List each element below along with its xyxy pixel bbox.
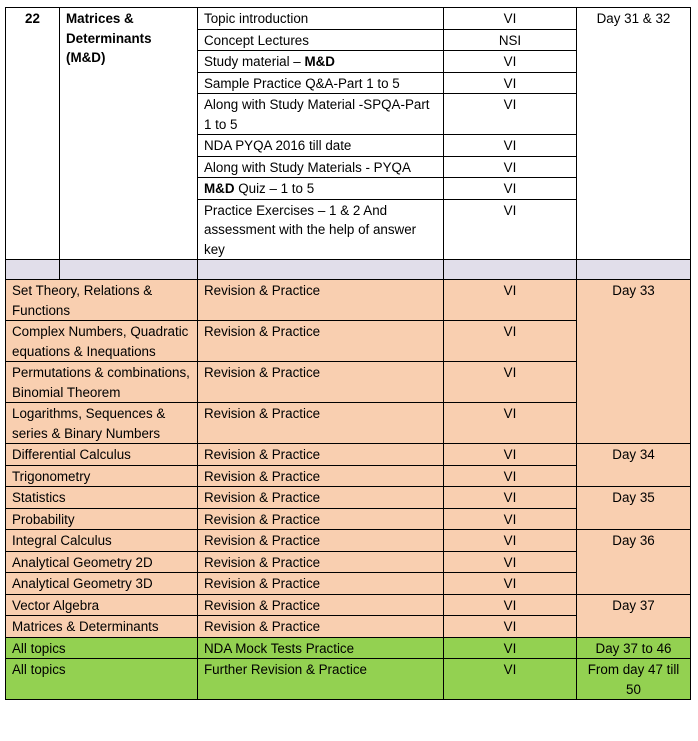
day-cell: Day 35 — [577, 487, 691, 530]
separator-row — [6, 260, 691, 280]
day-cell: Day 34 — [577, 444, 691, 487]
mode-cell: VI — [444, 280, 577, 321]
mode-cell: VI — [444, 659, 577, 700]
mode-cell: VI — [444, 573, 577, 595]
activity-cell — [198, 51, 444, 73]
mode-cell: VI — [444, 508, 577, 530]
activity-cell: Revision & Practice — [198, 321, 444, 362]
activity-cell: Topic introduction — [198, 8, 444, 30]
table-row — [6, 659, 691, 700]
activity-cell: NDA PYQA 2016 till date — [198, 135, 444, 157]
activity-cell: Revision & Practice — [198, 280, 444, 321]
topic-cell: Statistics — [6, 487, 198, 509]
table-row — [6, 530, 691, 552]
mode-cell: VI — [444, 637, 577, 659]
activity-cell: Revision & Practice — [198, 530, 444, 552]
topic-cell: Integral Calculus — [6, 530, 198, 552]
activity-cell: Revision & Practice — [198, 403, 444, 444]
mode-cell: VI — [444, 594, 577, 616]
mode-cell: NSI — [444, 29, 577, 51]
topic-cell: Differential Calculus — [6, 444, 198, 466]
topic-cell: All topics — [6, 659, 198, 700]
mode-cell: VI — [444, 8, 577, 30]
mode-cell: VI — [444, 403, 577, 444]
module-number: 22 — [6, 8, 60, 260]
mode-cell: VI — [444, 487, 577, 509]
activity-cell: Further Revision & Practice — [198, 659, 444, 700]
day-cell: Day 31 & 32 — [577, 8, 691, 260]
mode-cell: VI — [444, 94, 577, 135]
mode-cell: VI — [444, 199, 577, 260]
day-cell: Day 37 — [577, 594, 691, 637]
topic-cell: Vector Algebra — [6, 594, 198, 616]
topic-cell: All topics — [6, 637, 198, 659]
activity-text: Study material – — [204, 54, 305, 69]
activity-cell: Sample Practice Q&A-Part 1 to 5 — [198, 72, 444, 94]
topic-cell: Complex Numbers, Quadratic equations & Inequations — [6, 321, 198, 362]
activity-cell — [198, 178, 444, 200]
mode-cell: VI — [444, 135, 577, 157]
activity-cell: Revision & Practice — [198, 487, 444, 509]
activity-cell: Revision & Practice — [198, 465, 444, 487]
topic-cell: Analytical Geometry 2D — [6, 551, 198, 573]
table-row — [6, 637, 691, 659]
activity-cell: Revision & Practice — [198, 508, 444, 530]
activity-bold-text: M&D — [304, 54, 335, 69]
topic-cell: Logarithms, Sequences & series & Binary Numbers — [6, 403, 198, 444]
module-title: Matrices & Determinants (M&D) — [60, 8, 198, 260]
table-row — [6, 594, 691, 616]
table-row — [6, 444, 691, 466]
topic-cell: Probability — [6, 508, 198, 530]
mode-cell: VI — [444, 444, 577, 466]
topic-cell: Permutations & combinations, Binomial Theorem — [6, 362, 198, 403]
mode-cell: VI — [444, 51, 577, 73]
activity-cell: Concept Lectures — [198, 29, 444, 51]
activity-text: Quiz – 1 to 5 — [234, 181, 315, 196]
activity-cell: Revision & Practice — [198, 362, 444, 403]
topic-cell: Set Theory, Relations & Functions — [6, 280, 198, 321]
mode-cell: VI — [444, 178, 577, 200]
table-row — [6, 487, 691, 509]
day-cell: Day 37 to 46 — [577, 637, 691, 659]
activity-cell: Along with Study Material -SPQA-Part 1 to 5 — [198, 94, 444, 135]
table-row — [6, 8, 691, 30]
topic-cell: Matrices & Determinants — [6, 616, 198, 638]
activity-bold-text: M&D — [204, 181, 235, 196]
activity-cell: Revision & Practice — [198, 573, 444, 595]
mode-cell: VI — [444, 156, 577, 178]
schedule-table — [5, 7, 691, 700]
table-row — [6, 280, 691, 321]
mode-cell: VI — [444, 362, 577, 403]
activity-cell: Practice Exercises – 1 & 2 And assessment with the help of answer key — [198, 199, 444, 260]
mode-cell: VI — [444, 321, 577, 362]
day-cell: From day 47 till 50 — [577, 659, 691, 700]
activity-cell: Revision & Practice — [198, 444, 444, 466]
mode-cell: VI — [444, 72, 577, 94]
activity-cell: Revision & Practice — [198, 594, 444, 616]
activity-cell: Along with Study Materials - PYQA — [198, 156, 444, 178]
day-cell: Day 36 — [577, 530, 691, 595]
mode-cell: VI — [444, 551, 577, 573]
activity-cell: Revision & Practice — [198, 551, 444, 573]
day-cell: Day 33 — [577, 280, 691, 444]
activity-cell: Revision & Practice — [198, 616, 444, 638]
topic-cell: Trigonometry — [6, 465, 198, 487]
mode-cell: VI — [444, 465, 577, 487]
mode-cell: VI — [444, 616, 577, 638]
mode-cell: VI — [444, 530, 577, 552]
activity-cell: NDA Mock Tests Practice — [198, 637, 444, 659]
topic-cell: Analytical Geometry 3D — [6, 573, 198, 595]
